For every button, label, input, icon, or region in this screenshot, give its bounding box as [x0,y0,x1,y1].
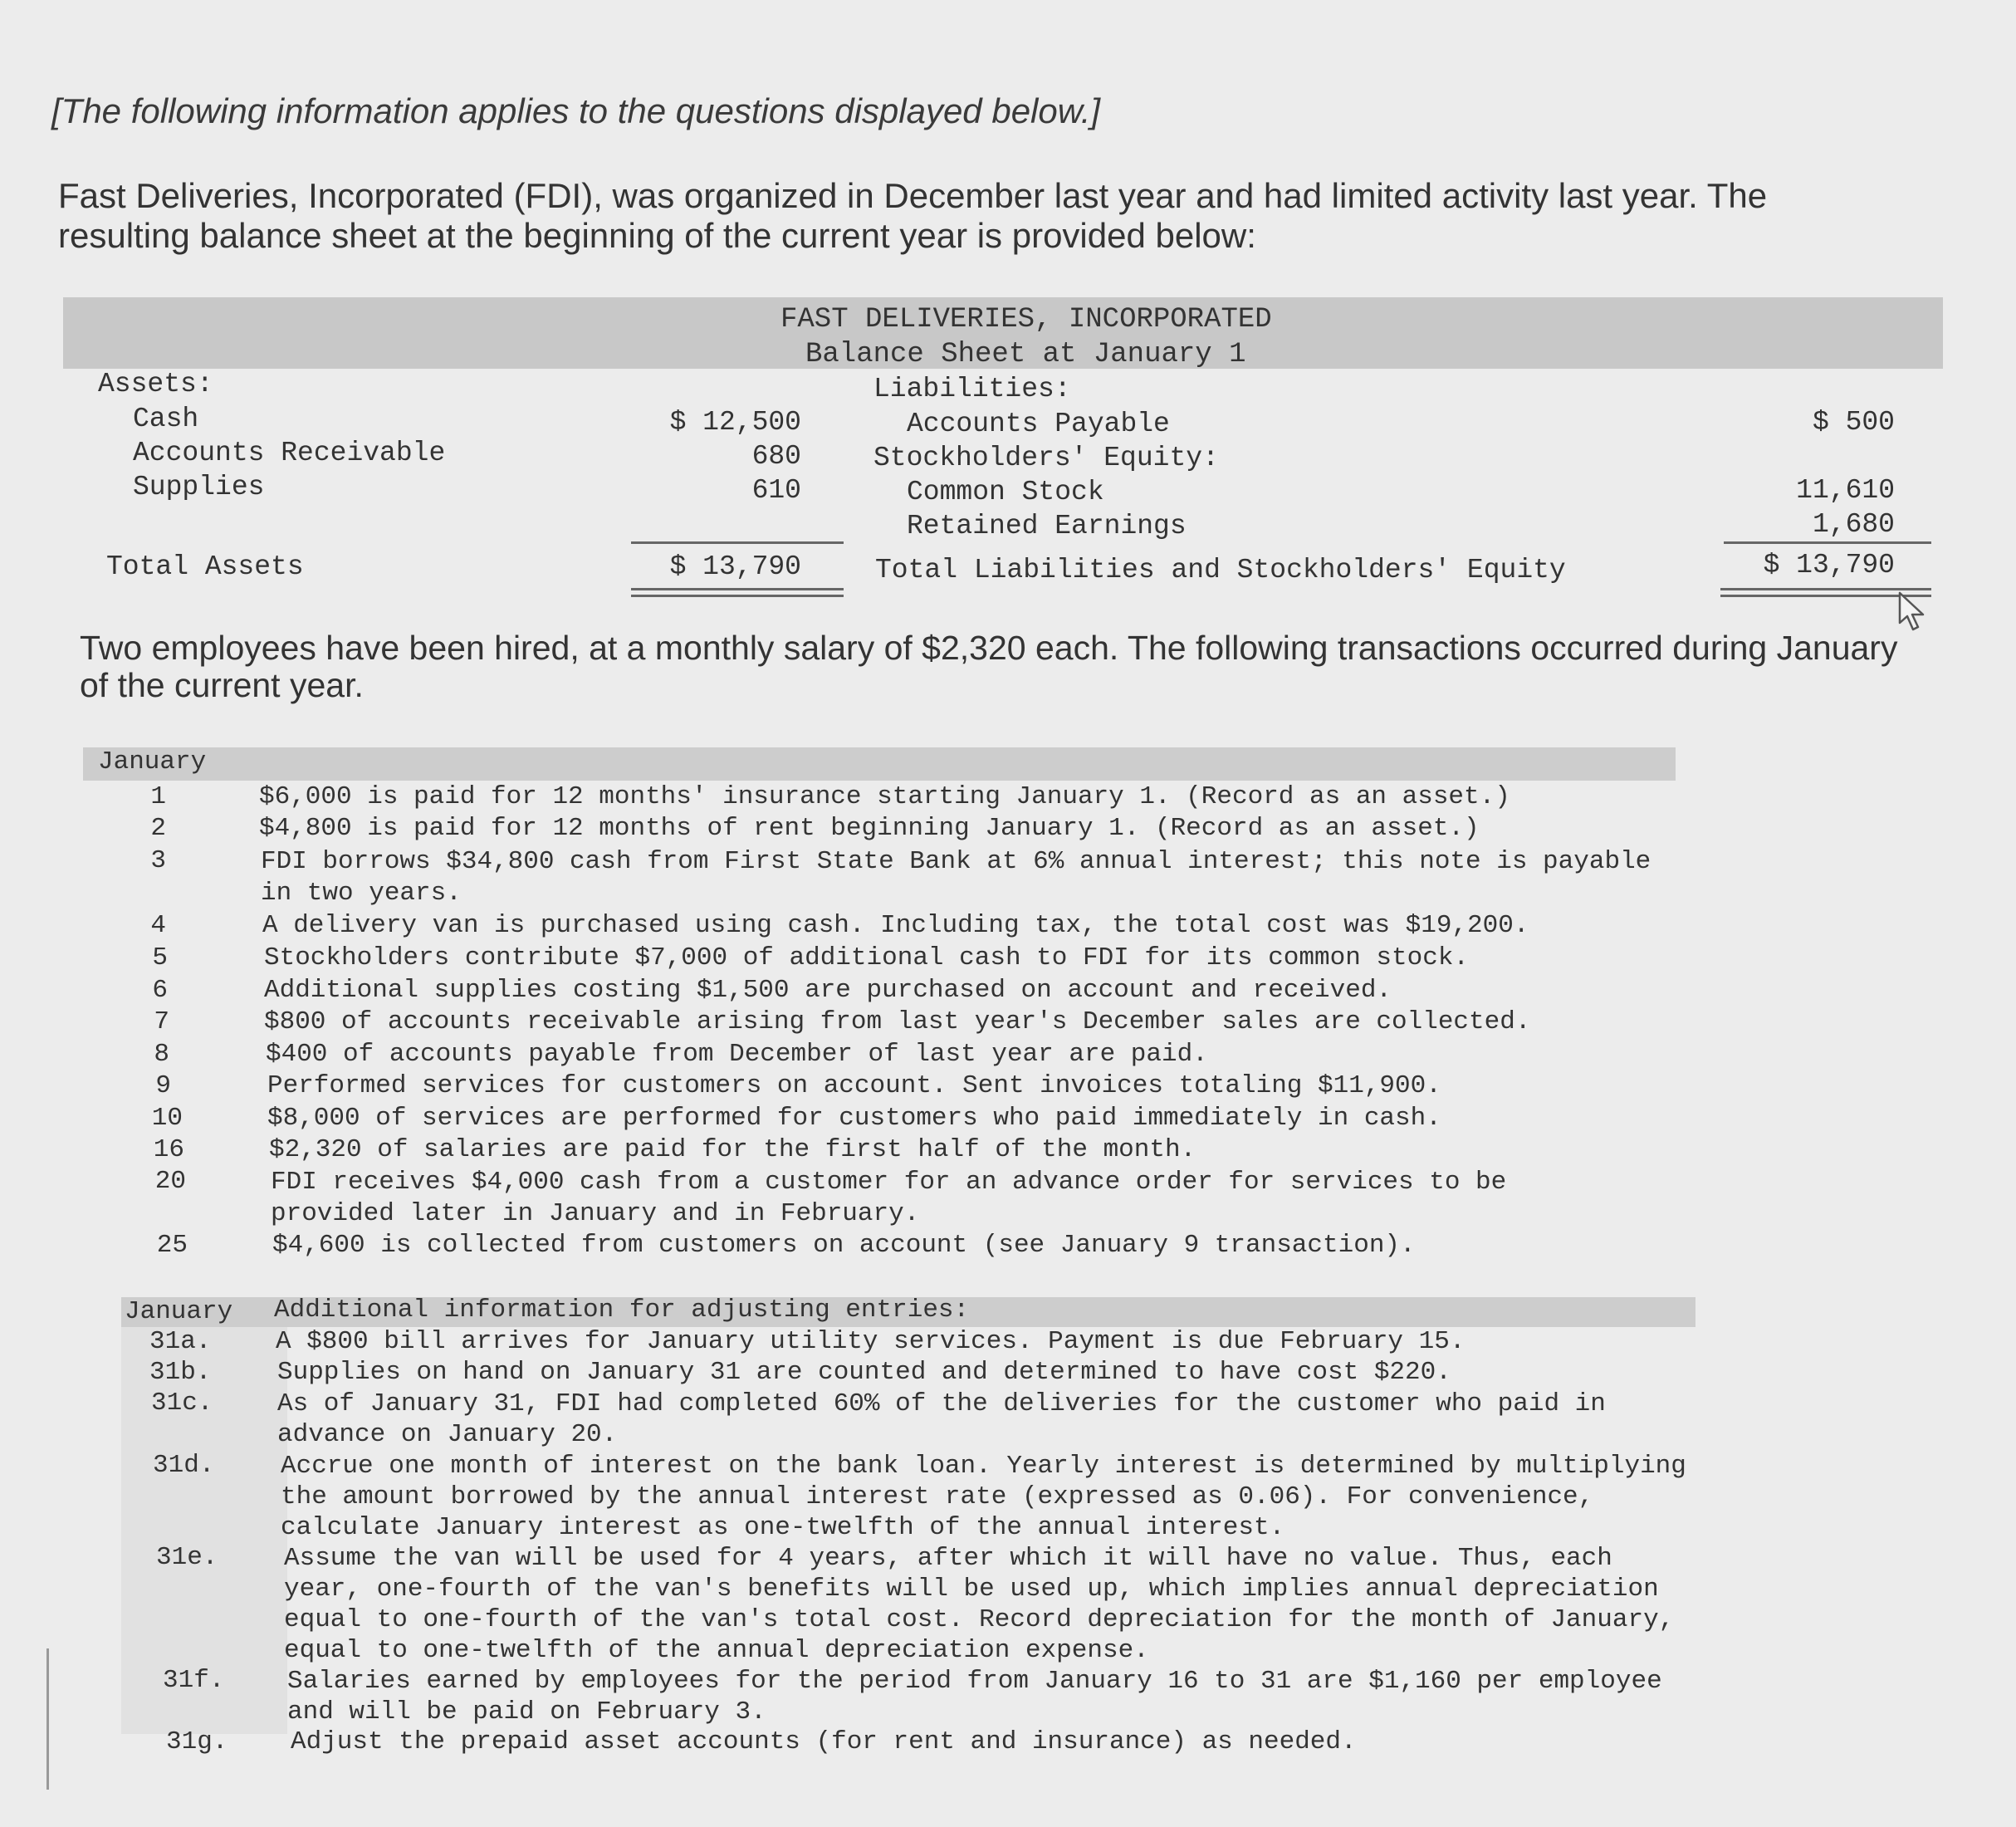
adjustment-text: Supplies on hand on January 31 are counted and determined to have cost $220. [277,1358,1451,1387]
total-assets-label: Total Assets [106,551,304,582]
page-edge-line [46,1648,49,1790]
asset-supplies-label: Supplies [133,472,265,502]
retained-earnings-value: 1,680 [1812,509,1895,540]
transaction-text: FDI receives $4,000 cash from a customer for an advance order for services to be provided later in January and in February. [271,1168,1507,1228]
transaction-day: 4 [150,911,166,940]
le-subtotal-rule [1724,541,1931,544]
transaction-day: 10 [151,1104,183,1133]
transactions-header-bar [83,747,1676,781]
adjustment-text: Assume the van will be used for 4 years, after which it will have no value. Thus, each year, one-fourth of the van's benefits will be used up, which implies annual depreciation equal to one-fourth of the van's total cost. Record depreciation for the month of January, equal to one-twelfth of the annual depreciation expense. [284,1544,1675,1665]
transaction-day: 16 [153,1135,184,1164]
company-name: FAST DELIVERIES, INCORPORATED [780,304,1272,336]
adjustment-id: 31f. [163,1666,225,1695]
assets-double-rule-bottom [631,595,844,597]
asset-receivable-label: Accounts Receivable [133,438,446,468]
transaction-text: $8,000 of services are performed for customers who paid immediately in cash. [267,1104,1441,1133]
total-le-label: Total Liabilities and Stockholders' Equity [875,555,1566,585]
transaction-text: $4,600 is collected from customers on account (see January 9 transaction). [272,1231,1416,1260]
adjustment-text: Salaries earned by employees for the period from January 16 to 31 are $1,160 per employee and will be paid on February 3. [287,1667,1662,1727]
assets-subtotal-rule [631,541,844,544]
accounts-payable-value: $ 500 [1812,407,1895,438]
common-stock-value: 11,610 [1796,475,1895,506]
transaction-day: 8 [154,1040,169,1069]
transaction-day: 3 [150,846,166,875]
mouse-cursor-icon [1898,591,1926,633]
transaction-text: Additional supplies costing $1,500 are purchased on account and received. [264,976,1392,1005]
transaction-text: $2,320 of salaries are paid for the first half of the month. [269,1135,1196,1164]
adjustment-id: 31d. [153,1451,215,1480]
intro-note: [The following information applies to the questions displayed below.] [51,91,1101,130]
liabilities-label: Liabilities: [873,374,1071,404]
common-stock-label: Common Stock [907,477,1104,507]
intro-paragraph: Fast Deliveries, Incorporated (FDI), was organized in December last year and had limited activity last year. The resulting balance sheet at the beginning of the current year is provided below: [58,176,1768,255]
transaction-day: 2 [150,814,166,843]
adjustment-id: 31e. [156,1543,218,1572]
transaction-text: A delivery van is purchased using cash. Including tax, the total cost was $19,200. [262,911,1529,940]
transaction-day: 20 [154,1167,186,1196]
employees-paragraph: Two employees have been hired, at a monthly salary of $2,320 each. The following transactions occurred during January of the current year. [80,629,1898,704]
transaction-day: 1 [150,782,166,811]
transactions-month: January [98,747,207,776]
adjustments-month: January [125,1297,233,1326]
transaction-text: $400 of accounts payable from December of last year are paid. [266,1040,1208,1069]
adjustment-text: As of January 31, FDI had completed 60% of the deliveries for the customer who paid in advance on January 20. [277,1389,1606,1449]
adjustment-id: 31b. [149,1358,212,1387]
transaction-day: 5 [152,943,168,972]
adjustment-id: 31a. [149,1327,212,1356]
le-double-rule-top [1720,588,1931,590]
transaction-day: 25 [156,1231,188,1260]
assets-double-rule-top [631,588,844,590]
adjustment-id: 31g. [166,1727,228,1756]
accounts-payable-label: Accounts Payable [907,409,1170,439]
asset-receivable-value: 680 [751,441,801,472]
asset-supplies-value: 610 [751,475,801,506]
total-le-value: $ 13,790 [1763,550,1895,580]
adjustment-id: 31c. [151,1389,213,1418]
transaction-text: FDI borrows $34,800 cash from First State Bank at 6% annual interest; this note is payable in two years. [261,847,1651,908]
adjustment-text: Accrue one month of interest on the bank loan. Yearly interest is determined by multiplying the amount borrowed by the annual interest rate (expressed as 0.06). For convenience, calculate January interest as one-twelfth of the annual interest. [281,1452,1686,1542]
retained-earnings-label: Retained Earnings [907,511,1187,541]
asset-cash-label: Cash [133,404,199,434]
transaction-day: 7 [154,1007,169,1036]
assets-label: Assets: [98,369,213,399]
adjustment-text: A $800 bill arrives for January utility services. Payment is due February 15. [276,1327,1466,1356]
transaction-day: 9 [155,1071,171,1100]
adjustment-text: Adjust the prepaid asset accounts (for rent and insurance) as needed. [291,1727,1357,1756]
transaction-text: $6,000 is paid for 12 months' insurance starting January 1. (Record as an asset.) [259,782,1510,811]
transaction-day: 6 [152,976,168,1005]
transaction-text: Performed services for customers on account. Sent invoices totaling $11,900. [267,1071,1441,1100]
balance-sheet-subtitle: Balance Sheet at January 1 [805,339,1246,370]
asset-cash-value: $ 12,500 [669,407,801,438]
total-assets-value: $ 13,790 [669,551,801,582]
adjustments-header: Additional information for adjusting entries: [274,1296,970,1325]
transaction-text: $4,800 is paid for 12 months of rent beginning January 1. (Record as an asset.) [259,814,1480,843]
equity-label: Stockholders' Equity: [873,443,1219,473]
transaction-text: $800 of accounts receivable arising from last year's December sales are collected. [264,1007,1531,1036]
transaction-text: Stockholders contribute $7,000 of additional cash to FDI for its common stock. [264,943,1470,972]
